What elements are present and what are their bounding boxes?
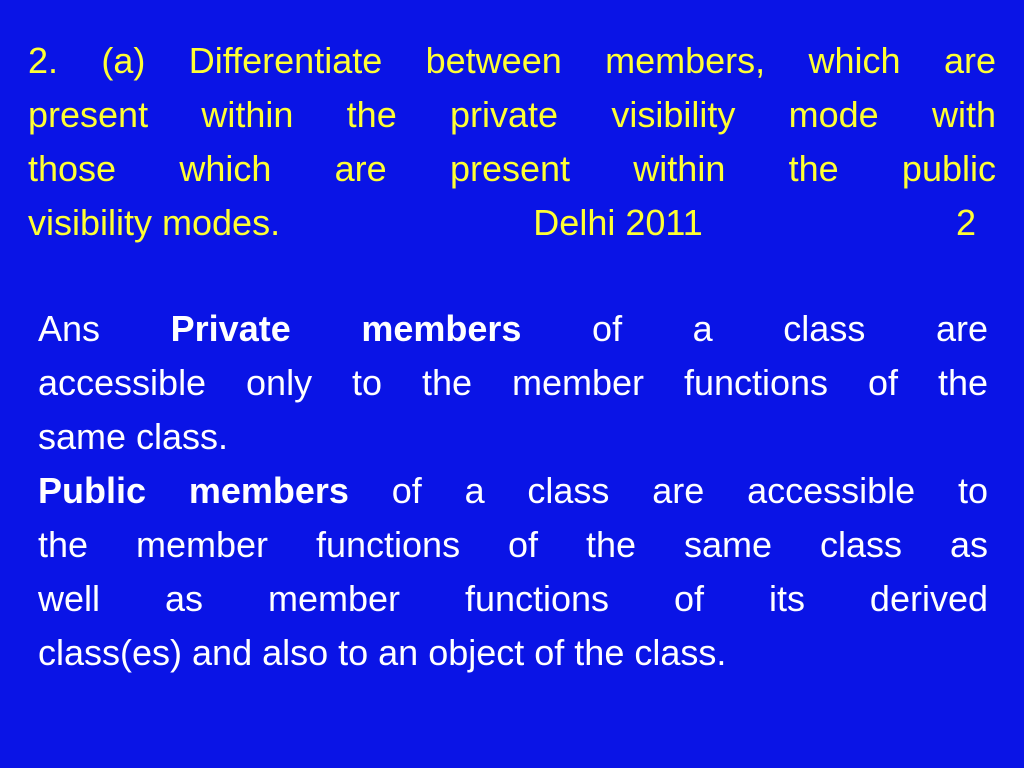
question-source: Delhi 2011 (533, 202, 703, 243)
answer-line-rest: of a class are (592, 308, 988, 349)
question-line: 2. (a) Differentiate between members, which are (28, 40, 996, 81)
question-line-meta (28, 196, 996, 250)
answer-line: well as member functions of its derived (38, 578, 988, 619)
question-line: present within the private visibility mode with (28, 94, 996, 135)
question-text (28, 34, 996, 250)
answer-line: class(es) and also to an object of the class. (38, 632, 727, 673)
public-members-term: Public members (38, 470, 349, 511)
answer-line: accessible only to the member functions of the (38, 362, 988, 403)
private-members-term: Private members (170, 308, 522, 349)
answer-line (38, 302, 988, 356)
answer-line (38, 464, 988, 518)
question-line: visibility modes. (28, 202, 281, 243)
answer-text (38, 302, 988, 680)
answer-line: same class. (38, 416, 229, 457)
answer-label: Ans (38, 308, 101, 349)
answer-line-rest: of a class are accessible to (391, 470, 988, 511)
question-marks: 2 (955, 202, 976, 243)
answer-line: the member functions of the same class as (38, 524, 988, 565)
question-line: those which are present within the public (28, 148, 996, 189)
